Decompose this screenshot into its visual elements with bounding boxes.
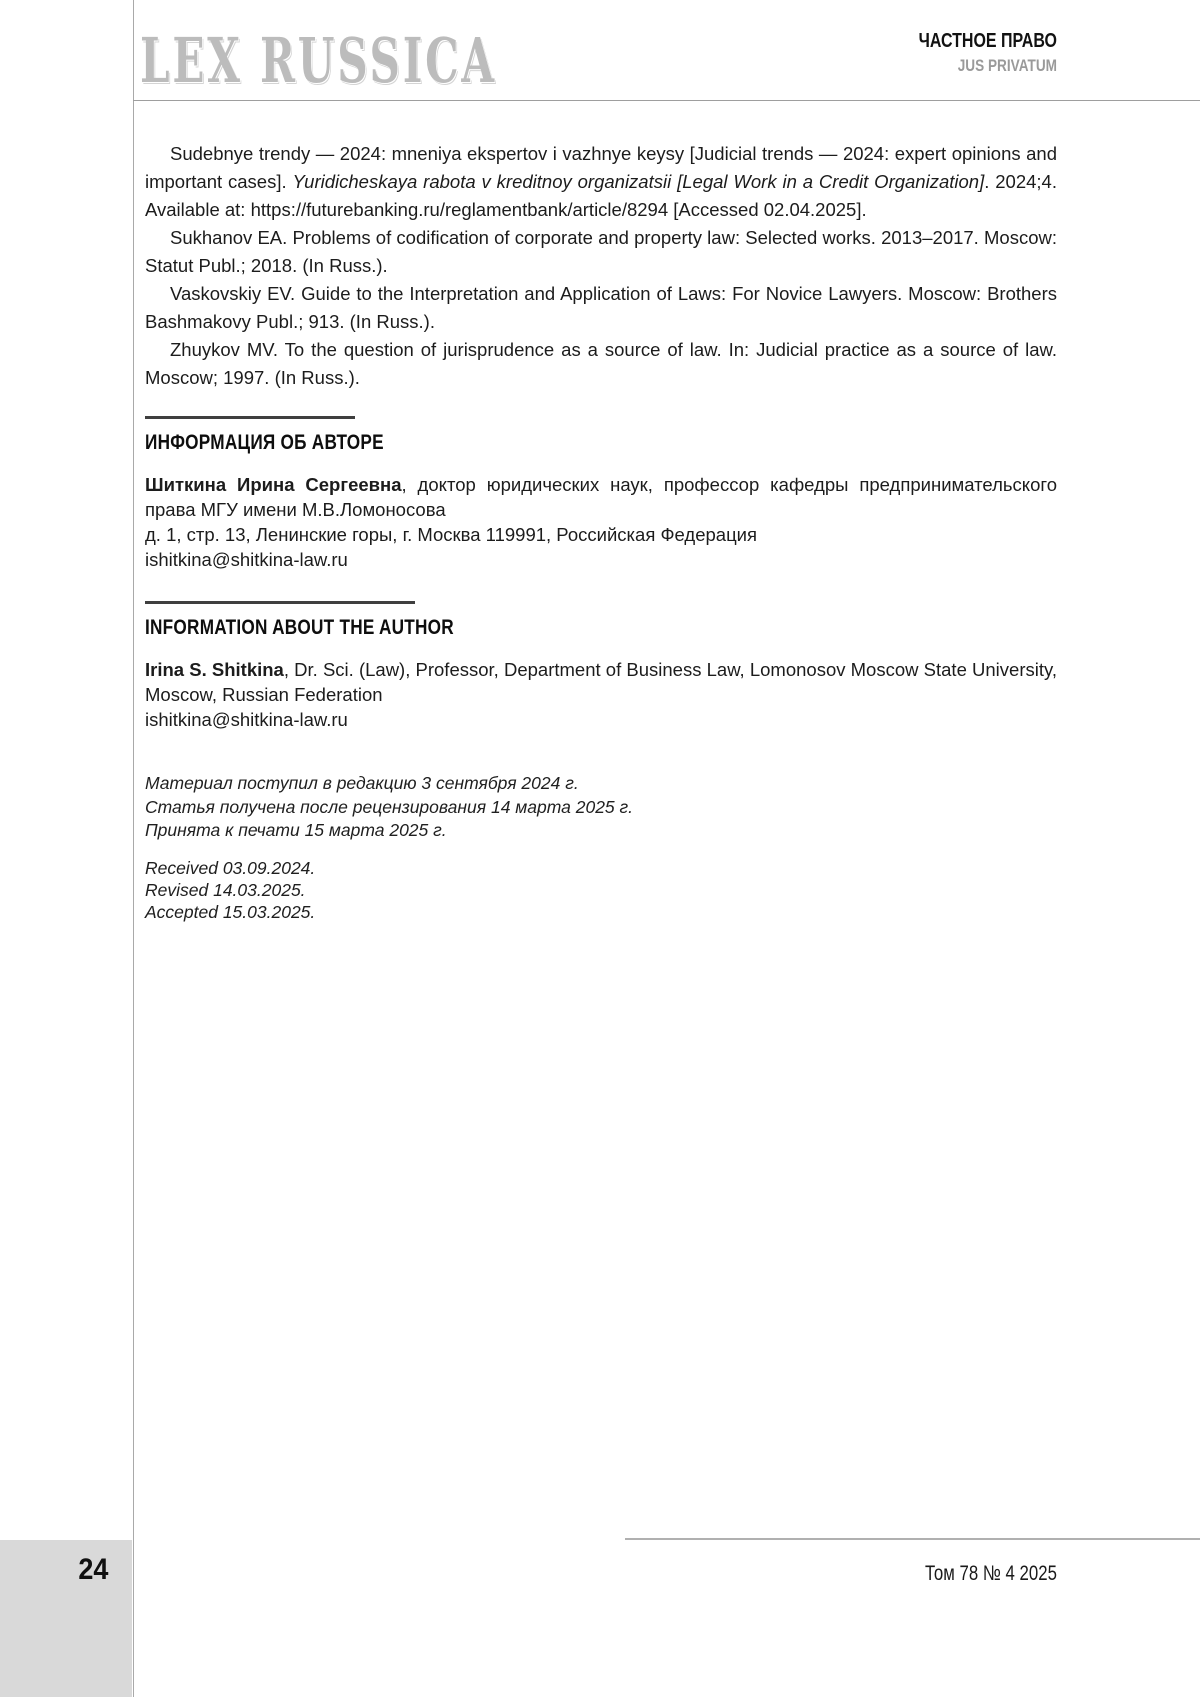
author-info-en — [145, 657, 1057, 732]
rubric-block — [884, 30, 1057, 76]
author-details-ru: , доктор юридических наук, профессор кафедры предпринимательского права МГУ имени М.В.Ломоносова — [145, 474, 1057, 520]
reference-item: Sukhanov EA. Problems of codification of corporate and property law: Selected works. 2013–2017. Moscow: Statut Publ.; 2018. (In Russ.). — [145, 227, 1057, 276]
left-margin-rule — [133, 0, 134, 1697]
header-rule — [133, 100, 1200, 101]
footer-rule — [625, 1538, 1200, 1540]
author-email-en: ishitkina@shitkina-law.ru — [145, 709, 348, 730]
author-line-en — [145, 657, 1057, 707]
reference-source-italic: Yuridicheskaya rabota v kreditnoy organizatsii [Legal Work in a Credit Organization] — [292, 171, 985, 192]
date-received-ru: Материал поступил в редакцию 3 сентября 2024 г. — [145, 773, 579, 793]
reference-item — [145, 140, 1057, 224]
journal-logo: LEX RUSSICA — [140, 24, 497, 97]
reference-text: . 2024;4. Available at: https://futurebanking.ru/reglamentbank/article/8294 [Accessed 02.04.2025]. — [145, 171, 1057, 220]
rubric-ru-label: ЧАСТНОЕ ПРАВО — [918, 30, 1057, 52]
date-revised-en: Revised 14.03.2025. — [145, 879, 306, 900]
author-name-ru: Шиткина Ирина Сергеевна — [145, 474, 402, 495]
reference-text: Sudebnye trendy — 2024: mneniya ekspertov i vazhnye keysy [Judicial trends — 2024: expert opinions and important cases]. — [145, 143, 1057, 192]
page-content — [145, 140, 1057, 923]
author-email-ru: ishitkina@shitkina-law.ru — [145, 549, 348, 570]
reference-item: Zhuykov MV. To the question of jurisprudence as a source of law. In: Judicial practice as a source of law. Moscow; 1997. (In Russ.). — [145, 339, 1057, 388]
author-name-en: Irina S. Shitkina — [145, 659, 284, 680]
submission-dates-en — [145, 857, 1057, 923]
reference-item: Vaskovskiy EV. Guide to the Interpretation and Application of Laws: For Novice Lawyers. Moscow: Brothers Bashmakovy Publ.; 913. (In Russ.). — [145, 283, 1057, 332]
date-accepted-en: Accepted 15.03.2025. — [145, 901, 316, 922]
rubric-latin-label: JUS PRIVATUM — [957, 56, 1057, 75]
references-list — [145, 140, 1057, 392]
page-number: 24 — [77, 1553, 108, 1586]
section-heading-author-ru: ИНФОРМАЦИЯ ОБ АВТОРЕ — [145, 430, 384, 454]
date-revised-ru: Статья получена после рецензирования 14 марта 2025 г. — [145, 796, 634, 817]
date-received-en: Received 03.09.2024. — [145, 857, 316, 878]
submission-dates-ru — [145, 772, 1057, 843]
section-divider — [145, 601, 415, 604]
volume-info: Том 78 № 4 2025 — [925, 1562, 1057, 1585]
date-accepted-ru: Принята к печати 15 марта 2025 г. — [145, 820, 447, 840]
author-info-ru — [145, 472, 1057, 572]
author-line-ru — [145, 472, 1057, 522]
page-number-box — [0, 1540, 132, 1697]
section-divider — [145, 416, 355, 419]
section-heading-author-en: INFORMATION ABOUT THE AUTHOR — [145, 615, 454, 639]
author-address-ru: д. 1, стр. 13, Ленинские горы, г. Москва 119991, Российская Федерация — [145, 524, 758, 545]
author-details-en: , Dr. Sci. (Law), Professor, Department of Business Law, Lomonosov Moscow State University, Moscow, Russian Federation — [145, 659, 1057, 705]
